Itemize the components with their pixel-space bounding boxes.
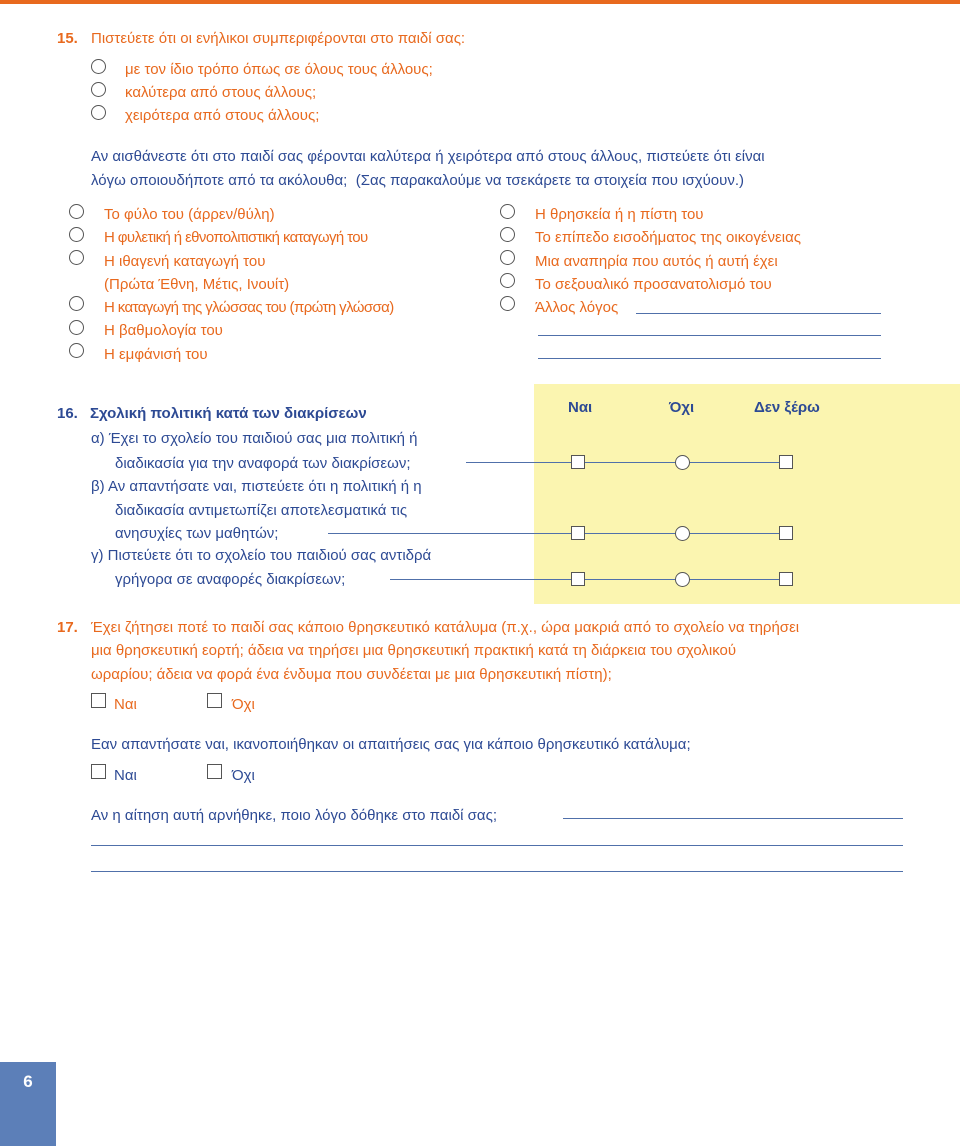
q17-sub-question: Εαν απαντήσατε ναι, ικανοποιήθηκαν οι απαιτήσεις σας για κάποιο θρησκευτικό κατάλυμα; xyxy=(91,736,691,753)
page-number: 6 xyxy=(23,1072,33,1091)
q17-sub-yes-label: Ναι xyxy=(114,767,137,784)
q16-b-line3: ανησυχίες των μαθητών; xyxy=(115,525,279,542)
q17-sub-no-checkbox[interactable] xyxy=(207,764,222,779)
top-accent-bar xyxy=(0,0,960,4)
q15-number: 15. xyxy=(57,30,78,47)
q16-a-yes-checkbox[interactable] xyxy=(571,455,585,469)
q16-c-yes-checkbox[interactable] xyxy=(571,572,585,586)
q17-number: 17. xyxy=(57,619,78,636)
q16-c-no-radio[interactable] xyxy=(675,572,690,587)
q17-line2: μια θρησκευτική εορτή; άδεια να τηρήσει μια θρησκευτική πρακτική κατά τη διάρκεια του σχολικού xyxy=(91,642,737,659)
q16-header-dontknow: Δεν ξέρω xyxy=(754,399,820,416)
q16-b-row-line xyxy=(328,533,788,534)
q15-followup-line2 xyxy=(91,172,744,190)
q15-appearance-checkbox[interactable] xyxy=(69,343,84,358)
q15-gender-label: Το φύλο του (άρρεν/θύλη) xyxy=(104,206,275,223)
q16-title: Σχολική πολιτική κατά των διακρίσεων xyxy=(90,405,367,422)
q17-yes-label: Ναι xyxy=(114,696,137,713)
q17-refused-line-2[interactable] xyxy=(91,845,903,846)
q15-question: Πιστεύετε ότι οι ενήλικοι συμπεριφέρονται στο παιδί σας: xyxy=(91,30,466,47)
q16-a-line1: α) Έχει το σχολείο του παιδιού σας μια πολιτική ή xyxy=(91,430,418,447)
q15-grades-label: Η βαθμολογία του xyxy=(104,322,223,339)
q15-orientation-checkbox[interactable] xyxy=(500,273,515,288)
q16-number: 16. xyxy=(57,405,78,422)
q16-b-dontknow-checkbox[interactable] xyxy=(779,526,793,540)
q15-other-checkbox[interactable] xyxy=(500,296,515,311)
q15-followup-bold: λόγω οποιουδήποτε από τα ακόλουθα; xyxy=(91,172,348,189)
q15-appearance-label: Η εμφάνισή του xyxy=(104,346,208,363)
q16-a-no-radio[interactable] xyxy=(675,455,690,470)
q15-other-line-3[interactable] xyxy=(538,358,881,359)
q16-header-no: Όχι xyxy=(669,399,695,416)
q16-c-dontknow-checkbox[interactable] xyxy=(779,572,793,586)
q15-orientation-label: Το σεξουαλικό προσανατολισμό του xyxy=(535,276,772,293)
q15-followup-line1: Αν αισθάνεστε ότι στο παιδί σας φέρονται καλύτερα ή χειρότερα από στους άλλους, πιστεύετε ότι είναι xyxy=(91,148,765,165)
q16-header-yes: Ναι xyxy=(568,399,593,416)
q17-sub-no-label: Όχι xyxy=(232,767,255,784)
q15-other-label: Άλλος λόγος xyxy=(535,299,619,316)
q15-option-better-radio[interactable] xyxy=(91,82,106,97)
q15-indigenous-checkbox[interactable] xyxy=(69,250,84,265)
q15-option-same-radio[interactable] xyxy=(91,59,106,74)
q15-disability-label: Μια αναπηρία που αυτός ή αυτή έχει xyxy=(535,253,778,270)
q15-religion-checkbox[interactable] xyxy=(500,204,515,219)
q15-grades-checkbox[interactable] xyxy=(69,320,84,335)
q15-other-line-2[interactable] xyxy=(538,335,881,336)
q15-language-label: Η καταγωγή της γλώσσας του (πρώτη γλώσσα) xyxy=(104,299,394,316)
q17-yes-checkbox[interactable] xyxy=(91,693,106,708)
q15-other-line-1[interactable] xyxy=(636,313,881,314)
q17-refused-question: Αν η αίτηση αυτή αρνήθηκε, ποιο λόγο δόθηκε στο παιδί σας; xyxy=(91,807,497,824)
q16-a-row-line xyxy=(466,462,788,463)
q17-refused-line-1[interactable] xyxy=(563,818,903,819)
q15-option-better-label: καλύτερα από στους άλλους; xyxy=(125,84,317,101)
q16-c-row-line xyxy=(390,579,788,580)
q17-refused-line-3[interactable] xyxy=(91,871,903,872)
q16-b-no-radio[interactable] xyxy=(675,526,690,541)
q16-a-line2: διαδικασία για την αναφορά των διακρίσεων; xyxy=(115,455,411,472)
q15-indigenous-sublabel: (Πρώτα Έθνη, Μέτις, Ινουίτ) xyxy=(104,276,290,293)
q15-option-worse-label: χειρότερα από στους άλλους; xyxy=(125,107,320,124)
q16-b-line2: διαδικασία αντιμετωπίζει αποτελεσματικά τις xyxy=(115,502,408,519)
q15-disability-checkbox[interactable] xyxy=(500,250,515,265)
q15-language-checkbox[interactable] xyxy=(69,296,84,311)
q16-answer-panel xyxy=(534,384,960,604)
q15-income-checkbox[interactable] xyxy=(500,227,515,242)
q17-sub-yes-checkbox[interactable] xyxy=(91,764,106,779)
q16-b-line1: β) Αν απαντήσατε ναι, πιστεύετε ότι η πολιτική ή η xyxy=(91,478,422,495)
q15-indigenous-label: Η ιθαγενή καταγωγή του xyxy=(104,253,266,270)
q15-religion-label: Η θρησκεία ή η πίστη του xyxy=(535,206,704,223)
q17-no-checkbox[interactable] xyxy=(207,693,222,708)
q17-line3: ωραρίου; άδεια να φορά ένα ένδυμα που συνδέεται με μια θρησκευτική πίστη); xyxy=(91,666,612,683)
q15-income-label: Το επίπεδο εισοδήματος της οικογένειας xyxy=(535,229,801,246)
q16-c-line2: γρήγορα σε αναφορές διακρίσεων; xyxy=(115,571,346,588)
q16-c-line1: γ) Πιστεύετε ότι το σχολείο του παιδιού σας αντιδρά xyxy=(91,547,432,564)
q17-line1: Έχει ζήτησει ποτέ το παιδί σας κάποιο θρησκευτικό κατάλυμα (π.χ., ώρα μακριά από το σχολείο να τηρήσει xyxy=(91,619,800,636)
q15-gender-checkbox[interactable] xyxy=(69,204,84,219)
q15-followup-note: (Σας παρακαλούμε να τσεκάρετε τα στοιχεία που ισχύουν.) xyxy=(355,172,744,189)
q15-race-checkbox[interactable] xyxy=(69,227,84,242)
q17-no-label: Όχι xyxy=(232,696,255,713)
q16-a-dontknow-checkbox[interactable] xyxy=(779,455,793,469)
q15-option-worse-radio[interactable] xyxy=(91,105,106,120)
q15-option-same-label: με τον ίδιο τρόπο όπως σε όλους τους άλλους; xyxy=(125,61,433,78)
q16-b-yes-checkbox[interactable] xyxy=(571,526,585,540)
q15-race-label: Η φυλετική ή εθνοπολιτιστική καταγωγή του xyxy=(104,229,368,246)
